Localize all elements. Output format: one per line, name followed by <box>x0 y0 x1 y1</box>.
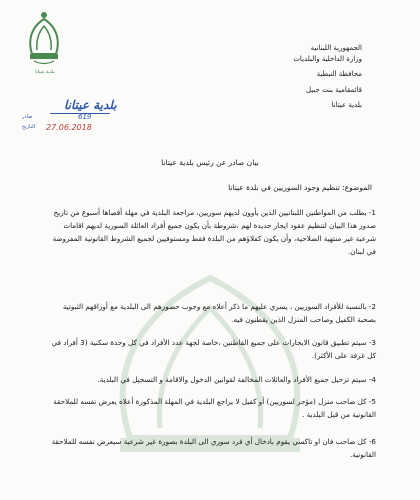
paragraph-1: 1- يطلب من المواطنين اللبنانيين الذين يأوون لديهم سوريين، مراجعة البلدية في مهلة أقصاها أسبوع من تاريخ صدور هذا البيان لتنظيم عقود ايجار جديدة لهم ،شروطة بأن يكون جميع أفراد العائلة السورية لديهم اقامات شرعية غير منتهية الصلاحية، وأن يكون كفلاؤهم من البلدة فقط ومستوفيين لجميع الشروط القانونية المفروضة في لبنان. <box>52 208 376 256</box>
paragraph-4: 4- سيتم ترحيل جميع الأفراد والعائلات المخالفة لقوانين الدخول والاقامة و التسجيل في البلدية. <box>97 375 376 384</box>
document-subject: الموضوع: تنظيم وجود السوريين في بلدة عيتانا <box>228 183 372 192</box>
letterhead <box>293 43 362 111</box>
header-ministry: وزارة الداخلية والبلديات <box>293 54 362 63</box>
header-municipality: بلدية عيتانا <box>331 101 362 109</box>
header-governorate: محافظة النبطية <box>316 70 362 78</box>
stamp-outgoing-label: صادر <box>22 114 33 120</box>
paragraph-3: 3- سيتم تطبيق قانون الايجارات على جميع القاطنين ،خاصة لجهة عدد الأفراد في كل وحدة سكنية (3 أفراد في كل غرفة على الأكثر). <box>51 338 376 360</box>
paragraph-2: 2- بالنسبة للأفراد السوريين ، يسري عليهم ما ذكر أعلاه مع وجوب حضورهم الى البلدية مع أوراقهم الثبوتية بصحبة الكفيل وصاحب المنزل الذين يقطنون فيه. <box>62 302 376 324</box>
paragraph-6: 6- كل صاحب فان او تاكسي يقوم بادخال أي فرد سوري الى البلدة بصورة غير شرعية سيعرض نفسه للملاحقة القانونية. <box>51 437 376 459</box>
stamp-date: 27.06.2018 <box>46 123 92 132</box>
document-title: بيان صادر عن رئيس بلدية عيتانا <box>161 158 259 167</box>
watermark-logo <box>60 268 360 458</box>
municipality-logo <box>24 10 64 72</box>
stamp-municipality-name: بلدية عيتانا <box>64 98 117 112</box>
stamp-date-label: التاريخ <box>22 124 35 130</box>
header-district: قائمقامية بنت جبيل <box>306 85 362 94</box>
logo-caption: بلدية عيتانا <box>35 70 55 75</box>
header-republic: الجمهورية اللبنانية <box>310 44 362 52</box>
paragraph-5: 5- كل صاحب منزل (مؤجر لسوريين) أو كفيل لا يراجع البلدية في المهلة المذكورة أعلاه يعرض نفسه للملاحقة القانونية من قبل البلدية . <box>53 397 376 419</box>
stamp-number: 619 <box>78 113 92 121</box>
